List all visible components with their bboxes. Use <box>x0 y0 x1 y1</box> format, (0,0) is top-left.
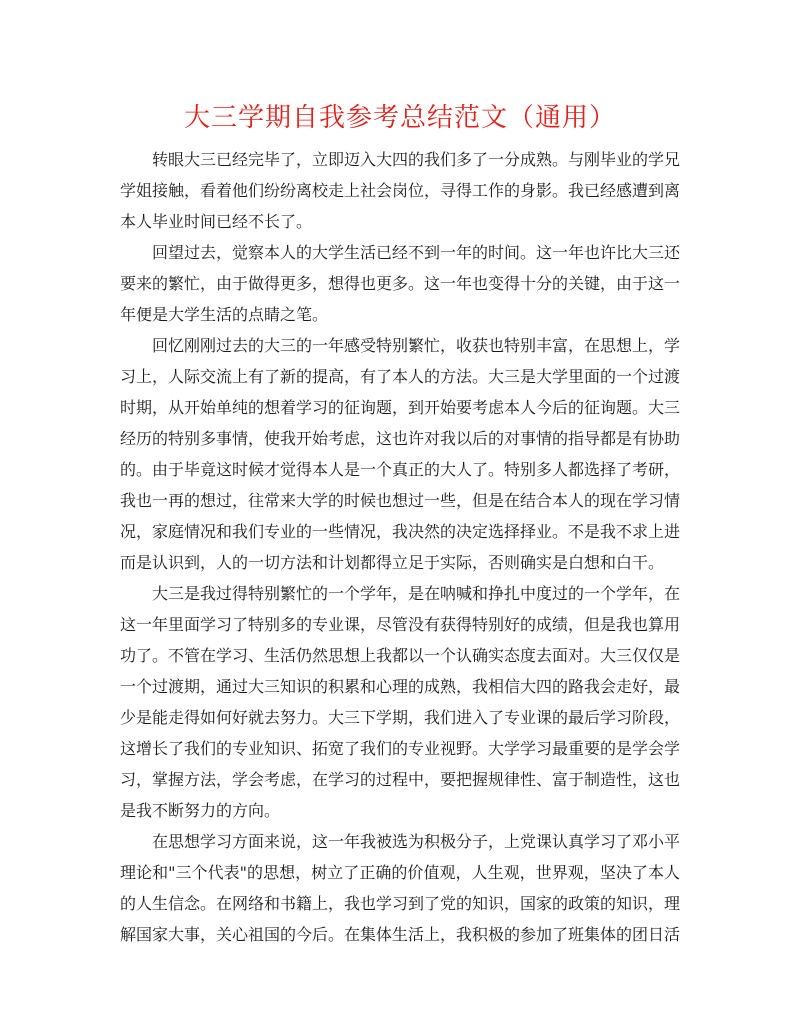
paragraph: 在思想学习方面来说，这一年我被选为积极分子，上党课认真学习了邓小平理论和"三个代表"的思想，树立了正确的价值观，人生观，世界观，坚决了本人的人生信念。在网络和书籍上，我也学习到了党的知识，国家的政策的知识，理解国家大事，关心祖国的今后。在集体生活上，我积极的参加了班集体的团日活 <box>120 832 681 944</box>
document-page <box>120 98 680 950</box>
paragraph: 大三是我过得特别繁忙的一个学年，是在呐喊和挣扎中度过的一个学年，在这一年里面学习了特别多的专业课，尽管没有获得特别好的成绩，但是我也算用功了。不管在学习、生活仍然思想上我都以一个认确实态度去面对。大三仅仅是一个过渡期，通过大三知识的积累和心理的成熟，我相信大四的路我会走好，最少是能走得如何好就去努力。大三下学期，我们进入了专业课的最后学习阶段，这增长了我们的专业知识、拓宽了我们的专业视野。大学学习最重要的是学会学习，掌握方法，学会考虑，在学习的过程中，要把握规律性、富于制造性，这也是我不断努力的方向。 <box>120 584 681 820</box>
paragraph: 转眼大三已经完毕了，立即迈入大四的我们多了一分成熟。与刚毕业的学兄学姐接触，看着他们纷纷离校走上社会岗位，寻得工作的身影。我已经感遭到离本人毕业时间已经不长了。 <box>120 150 681 231</box>
document-title: 大三学期自我参考总结范文（通用） <box>183 103 616 133</box>
paragraph: 回望过去，觉察本人的大学生活已经不到一年的时间。这一年也许比大三还要来的繁忙，由于做得更多，想得也更多。这一年也变得十分的关键，由于这一年便是大学生活的点睛之笔。 <box>120 243 681 324</box>
paragraph: 回忆刚刚过去的大三的一年感受特别繁忙，收获也特别丰富，在思想上，学习上，人际交流上有了新的提高，有了本人的方法。大三是大学里面的一个过渡时期，从开始单纯的想着学习的征询题，到开始要考虑本人今后的征询题。大三经历的特别多事情，使我开始考虑，这也许对我以后的对事情的指导都是有协助的。由于毕竟这时候才觉得本人是一个真正的大人了。特别多人都选择了考研，我也一再的想过，往常来大学的时候也想过一些，但是在结合本人的现在学习情况，家庭情况和我们专业的一些情况，我决然的决定选择择业。不是我不求上进而是认识到，人的一切方法和计划都得立足于实际，否则确实是白想和白干。 <box>120 336 681 572</box>
